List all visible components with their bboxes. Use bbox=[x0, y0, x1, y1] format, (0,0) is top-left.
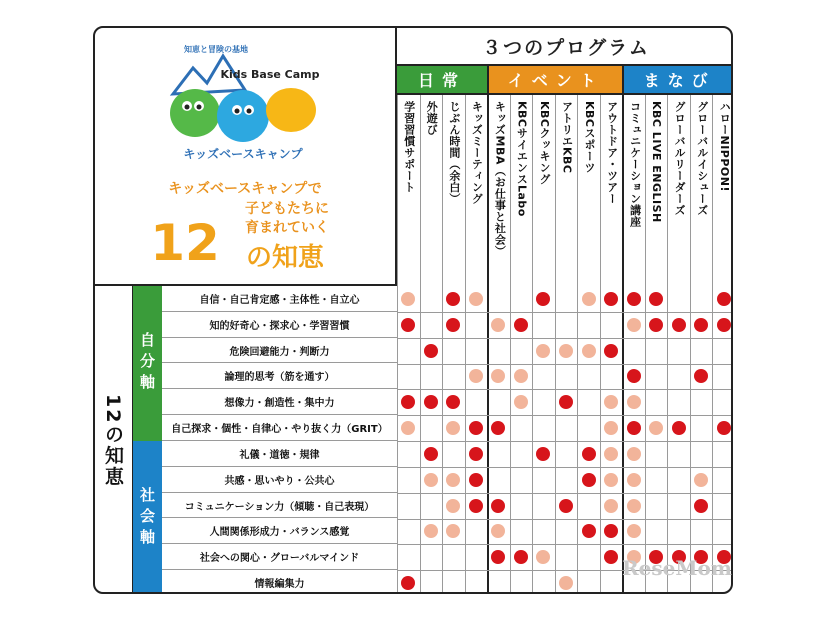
strong-dot bbox=[649, 292, 663, 306]
wisdom-row-label: 人間関係形成力・バランス感覚 bbox=[162, 519, 397, 545]
strong-dot bbox=[582, 524, 596, 538]
grid-vertical-line bbox=[532, 286, 533, 594]
light-dot bbox=[536, 550, 550, 564]
tagline-number: 12 bbox=[150, 214, 220, 272]
strong-dot bbox=[424, 447, 438, 461]
wisdom-row-label: 危険回避能力・判断力 bbox=[162, 338, 397, 364]
grid-vertical-line bbox=[487, 286, 489, 594]
program-matrix-frame bbox=[93, 26, 733, 594]
grid-horizontal-line bbox=[397, 467, 733, 468]
light-dot bbox=[491, 318, 505, 332]
program-column-label: KBCサイエンスLabo bbox=[515, 101, 529, 217]
light-dot bbox=[559, 344, 573, 358]
wisdom-row-label: 想像力・創造性・集中力 bbox=[162, 389, 397, 415]
strong-dot bbox=[627, 292, 641, 306]
light-dot bbox=[627, 395, 641, 409]
light-dot bbox=[559, 576, 573, 590]
strong-dot bbox=[446, 292, 460, 306]
strong-dot bbox=[536, 292, 550, 306]
category-header-3: まなび bbox=[622, 66, 733, 95]
grid-vertical-line bbox=[667, 286, 668, 594]
grid-horizontal-line bbox=[397, 415, 733, 416]
strong-dot bbox=[491, 421, 505, 435]
axis-label-text: 社会軸 bbox=[138, 487, 156, 550]
light-dot bbox=[627, 473, 641, 487]
light-dot bbox=[604, 421, 618, 435]
program-column-header bbox=[487, 95, 510, 286]
light-dot bbox=[424, 473, 438, 487]
strong-dot bbox=[582, 447, 596, 461]
strong-dot bbox=[401, 318, 415, 332]
light-dot bbox=[446, 499, 460, 513]
light-dot bbox=[582, 344, 596, 358]
grid-horizontal-line bbox=[397, 338, 733, 339]
program-column-label: ハローNIPPON! bbox=[718, 101, 732, 192]
programs-title: ３つのプログラム bbox=[397, 28, 733, 66]
program-column-header bbox=[510, 95, 533, 286]
strong-dot bbox=[514, 318, 528, 332]
strong-dot bbox=[424, 395, 438, 409]
logo-letter-k bbox=[170, 89, 220, 137]
strong-dot bbox=[491, 499, 505, 513]
grid-vertical-line bbox=[465, 286, 466, 594]
program-column-header bbox=[465, 95, 488, 286]
light-dot bbox=[446, 473, 460, 487]
strong-dot bbox=[559, 499, 573, 513]
program-column-header bbox=[622, 95, 645, 286]
strong-dot bbox=[627, 421, 641, 435]
light-dot bbox=[514, 395, 528, 409]
logo-arc-text: 知恵と冒険の基地 bbox=[184, 45, 248, 54]
light-dot bbox=[469, 369, 483, 383]
strong-dot bbox=[627, 369, 641, 383]
grid-horizontal-line bbox=[397, 519, 733, 520]
logo-panel bbox=[95, 28, 397, 286]
strong-dot bbox=[469, 499, 483, 513]
light-dot bbox=[491, 369, 505, 383]
logo-brand-en: Kids Base Camp bbox=[220, 68, 320, 81]
light-dot bbox=[627, 447, 641, 461]
logo-brand-jp: キッズベースキャンプ bbox=[183, 147, 303, 161]
category-header-2: イベント bbox=[487, 66, 622, 95]
wisdom-row-label: 知的好奇心・探求心・学習習慣 bbox=[162, 312, 397, 338]
strong-dot bbox=[469, 473, 483, 487]
light-dot bbox=[424, 524, 438, 538]
strong-dot bbox=[694, 318, 708, 332]
wisdom-row-label: 礼儀・道徳・規律 bbox=[162, 441, 397, 467]
program-column-label: グローバルリーダーズ bbox=[673, 101, 687, 216]
strong-dot bbox=[694, 369, 708, 383]
category-header-1: 日常 bbox=[397, 66, 487, 95]
strong-dot bbox=[717, 318, 731, 332]
strong-dot bbox=[649, 318, 663, 332]
watermark: ReseMom bbox=[622, 556, 732, 580]
program-column-label: グローバルイシューズ bbox=[695, 101, 709, 216]
strong-dot bbox=[672, 318, 686, 332]
strong-dot bbox=[401, 395, 415, 409]
grid-horizontal-line bbox=[397, 544, 733, 545]
strong-dot bbox=[446, 395, 460, 409]
grid-horizontal-line bbox=[397, 312, 733, 313]
program-column-header bbox=[667, 95, 690, 286]
program-column-label: KBCクッキング bbox=[537, 101, 551, 185]
grid-vertical-line bbox=[645, 286, 646, 594]
program-column-label: キッズMBA（お仕事と社会） bbox=[493, 101, 507, 257]
program-column-label: 外遊び bbox=[425, 101, 439, 136]
strong-dot bbox=[694, 499, 708, 513]
light-dot bbox=[446, 421, 460, 435]
wisdom-title-text: 12の知恵 bbox=[102, 394, 124, 488]
grid-vertical-line bbox=[442, 286, 443, 594]
program-column-header bbox=[555, 95, 578, 286]
wisdom-row-label: 情報編集力 bbox=[162, 570, 397, 594]
grid-vertical-line bbox=[555, 286, 556, 594]
program-column-header bbox=[532, 95, 555, 286]
program-column-header bbox=[690, 95, 713, 286]
light-dot bbox=[649, 421, 663, 435]
wisdom-row-label: コミュニケーション力（傾聴・自己表現） bbox=[162, 493, 397, 519]
light-dot bbox=[604, 395, 618, 409]
wisdom-title bbox=[95, 286, 133, 594]
strong-dot bbox=[717, 421, 731, 435]
program-column-header bbox=[712, 95, 733, 286]
tagline-line2: 子どもたちに bbox=[245, 201, 329, 217]
strong-dot bbox=[536, 447, 550, 461]
light-dot bbox=[627, 524, 641, 538]
tagline-line3: 育まれていく bbox=[245, 220, 329, 236]
axis-label-text: 自分軸 bbox=[138, 332, 156, 395]
light-dot bbox=[469, 292, 483, 306]
wisdom-row-label: 論理的思考（筋を通す） bbox=[162, 364, 397, 390]
logo-letter-c bbox=[266, 88, 316, 132]
light-dot bbox=[446, 524, 460, 538]
strong-dot bbox=[582, 473, 596, 487]
light-dot bbox=[627, 318, 641, 332]
grid-vertical-line bbox=[712, 286, 713, 594]
light-dot bbox=[604, 473, 618, 487]
grid-vertical-line bbox=[690, 286, 691, 594]
grid-horizontal-line bbox=[397, 389, 733, 390]
program-column-label: アウトドア・ツアー bbox=[605, 101, 619, 205]
program-column-header bbox=[577, 95, 600, 286]
strong-dot bbox=[469, 447, 483, 461]
program-column-label: 学習習慣サポート bbox=[402, 101, 416, 193]
light-dot bbox=[604, 499, 618, 513]
strong-dot bbox=[401, 576, 415, 590]
program-column-label: アトリエKBC bbox=[560, 101, 574, 174]
grid-vertical-line bbox=[397, 286, 398, 594]
program-column-label: KBC LIVE ENGLISH bbox=[650, 101, 664, 223]
logo-letter-b bbox=[217, 90, 269, 142]
strong-dot bbox=[717, 292, 731, 306]
program-column-header bbox=[600, 95, 623, 286]
strong-dot bbox=[559, 395, 573, 409]
wisdom-row-label: 自己探求・個性・自律心・やり抜く力（GRIT） bbox=[162, 415, 397, 441]
grid-horizontal-line bbox=[397, 364, 733, 365]
wisdom-row-label: 社会への関心・グローバルマインド bbox=[162, 544, 397, 570]
strong-dot bbox=[514, 550, 528, 564]
light-dot bbox=[582, 292, 596, 306]
program-column-label: キッズミーティング bbox=[470, 101, 484, 205]
strong-dot bbox=[604, 524, 618, 538]
strong-dot bbox=[672, 421, 686, 435]
program-column-header bbox=[645, 95, 668, 286]
grid-vertical-line bbox=[622, 286, 624, 594]
light-dot bbox=[604, 447, 618, 461]
grid-vertical-line bbox=[510, 286, 511, 594]
strong-dot bbox=[604, 344, 618, 358]
program-column-label: KBCスポーツ bbox=[583, 101, 597, 174]
program-column-header bbox=[397, 95, 420, 286]
wisdom-row-label: 共感・思いやり・公共心 bbox=[162, 467, 397, 493]
grid-horizontal-line bbox=[397, 441, 733, 442]
axis-label-1 bbox=[133, 286, 162, 441]
light-dot bbox=[514, 369, 528, 383]
tagline-line1: キッズベースキャンプで bbox=[168, 181, 322, 197]
grid-horizontal-line bbox=[397, 493, 733, 494]
program-column-header bbox=[442, 95, 465, 286]
strong-dot bbox=[604, 550, 618, 564]
grid-vertical-line bbox=[420, 286, 421, 594]
light-dot bbox=[627, 499, 641, 513]
light-dot bbox=[401, 421, 415, 435]
light-dot bbox=[694, 473, 708, 487]
light-dot bbox=[401, 292, 415, 306]
grid-vertical-line bbox=[600, 286, 601, 594]
light-dot bbox=[491, 524, 505, 538]
strong-dot bbox=[604, 292, 618, 306]
wisdom-row-label: 自信・自己肯定感・主体性・自立心 bbox=[162, 286, 397, 312]
strong-dot bbox=[446, 318, 460, 332]
strong-dot bbox=[424, 344, 438, 358]
strong-dot bbox=[469, 421, 483, 435]
kbc-logo-icon bbox=[95, 28, 395, 284]
program-column-label: じぶん時間（余白） bbox=[447, 101, 461, 205]
program-column-header bbox=[420, 95, 443, 286]
grid-vertical-line bbox=[577, 286, 578, 594]
axis-label-2 bbox=[133, 441, 162, 594]
light-dot bbox=[536, 344, 550, 358]
strong-dot bbox=[491, 550, 505, 564]
tagline-suffix: の知恵 bbox=[245, 243, 325, 273]
program-column-label: コミュニケーション講座 bbox=[628, 101, 642, 228]
